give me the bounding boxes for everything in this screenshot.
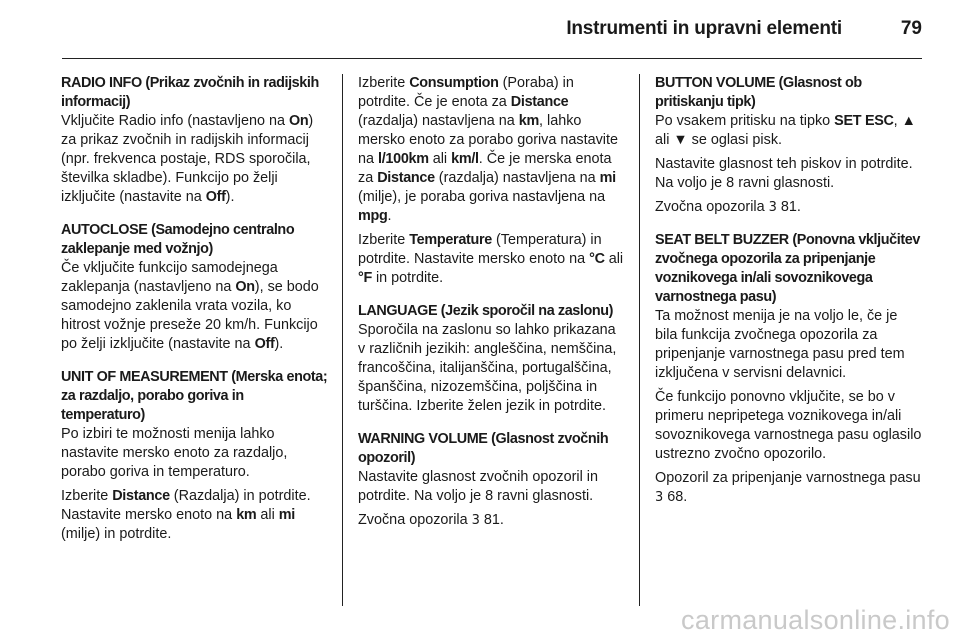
column-divider bbox=[639, 74, 640, 606]
paragraph: Sporočila na zaslonu so lahko prikazana v različnih jezikih: angleščina, nemščina, francoščina, italijanščina, portugalščina, španščina, nizozemščina, poljščina in turščina. Izberite želen jezik in potrdite. bbox=[358, 322, 617, 414]
page-number: 79 bbox=[900, 18, 922, 39]
paragraph: Nastavite glasnost teh piskov in potrdite. Na voljo je 8 ravni glasnosti. bbox=[655, 156, 913, 191]
section-autoclose bbox=[61, 221, 329, 354]
section-heading: AUTOCLOSE (Samodejno centralno zaklepanje med vožnjo) bbox=[61, 222, 295, 257]
section-language bbox=[358, 302, 626, 416]
section-seat-belt-buzzer bbox=[655, 231, 923, 507]
section-heading: RADIO INFO (Prikaz zvočnih in radijskih informacij) bbox=[61, 75, 319, 110]
column-2 bbox=[358, 74, 626, 544]
column-1 bbox=[61, 74, 329, 558]
section-heading: BUTTON VOLUME (Glasnost ob pritiskanju tipk) bbox=[655, 75, 862, 110]
paragraph: Zvočna opozorila 3 81. bbox=[655, 199, 801, 215]
paragraph: Po izbiri te možnosti menija lahko nastavite mersko enoto za razdaljo, porabo goriva in temperaturo. bbox=[61, 426, 288, 480]
paragraph: Če vključite funkcijo samodejnega zaklepanja (nastavljeno na On), se bodo samodejno zaklenila vrata vozila, ko hitrost vožnje preseže 20 km/h. Funkcijo po želji izključite (nastavite na Off). bbox=[61, 260, 319, 352]
paragraph: Izberite Distance (Razdalja) in potrdite. Nastavite mersko enoto na km ali mi (milje) in potrdite. bbox=[61, 488, 311, 542]
paragraph: Izberite Temperature (Temperatura) in potrdite. Nastavite mersko enoto na °C ali °F in potrdite. bbox=[358, 232, 624, 286]
header-rule bbox=[62, 58, 922, 59]
paragraph: Nastavite glasnost zvočnih opozoril in potrdite. Na voljo je 8 ravni glasnosti. bbox=[358, 469, 598, 504]
section-warning-volume bbox=[358, 430, 626, 530]
paragraph: Zvočna opozorila 3 81. bbox=[358, 512, 504, 528]
section-heading: WARNING VOLUME (Glasnost zvočnih opozoril) bbox=[358, 431, 609, 466]
page-reference-icon: 3 bbox=[655, 490, 664, 505]
column-divider bbox=[342, 74, 343, 606]
paragraph: Ta možnost menija je na voljo le, če je bila funkcija zvočnega opozorila za pripenjanje varnostnega pasu pred tem izključena v servisni delavnici. bbox=[655, 308, 905, 381]
section-unit-of-measurement bbox=[61, 368, 329, 544]
paragraph: Po vsakem pritisku na tipko SET ESC, ▲ ali ▼ se oglasi pisk. bbox=[655, 113, 916, 148]
section-consumption-temperature bbox=[358, 74, 626, 288]
paragraph: Vključite Radio info (nastavljeno na On) za prikaz zvočnih in radijskih informacij (npr. frekvenca postaje, RDS sporočila, številka skladbe). Funkcijo po želji izključite (nastavite na Off). bbox=[61, 113, 314, 205]
page-reference-icon: 3 bbox=[471, 513, 480, 528]
section-radio-info bbox=[61, 74, 329, 207]
column-3 bbox=[655, 74, 923, 521]
page-title: Instrumenti in upravni elementi bbox=[566, 18, 842, 39]
section-heading: UNIT OF MEASUREMENT (Merska enota; za razdaljo, porabo goriva in temperaturo) bbox=[61, 369, 328, 423]
watermark: carmanualsonline.info bbox=[681, 605, 950, 635]
paragraph: Izberite Consumption (Poraba) in potrdite. Če je enota za Distance (razdalja) nastavljena na km, lahko mersko enoto za porabo goriva nastavite na l/100km ali km/l. Če je merska enota za Distance (razdalja) nastavljena na mi (milje), je poraba goriva nastavljena na mpg. bbox=[358, 75, 618, 224]
paragraph: Če funkcijo ponovno vključite, se bo v primeru nepripetega voznikovega in/ali sovoznikovega varnostnega pasu oglasilo ustrezno zvočno opozorilo. bbox=[655, 389, 922, 462]
paragraph: Opozoril za pripenjanje varnostnega pasu 3 68. bbox=[655, 470, 921, 505]
section-heading: SEAT BELT BUZZER (Ponovna vključitev zvočnega opozorila za pripenjanje voznikovega in/ali sovoznikovega varnostnega pasu) bbox=[655, 232, 920, 305]
page-reference-icon: 3 bbox=[768, 200, 777, 215]
section-heading: LANGUAGE (Jezik sporočil na zaslonu) bbox=[358, 303, 614, 319]
page-header bbox=[0, 0, 960, 50]
section-button-volume bbox=[655, 74, 923, 217]
